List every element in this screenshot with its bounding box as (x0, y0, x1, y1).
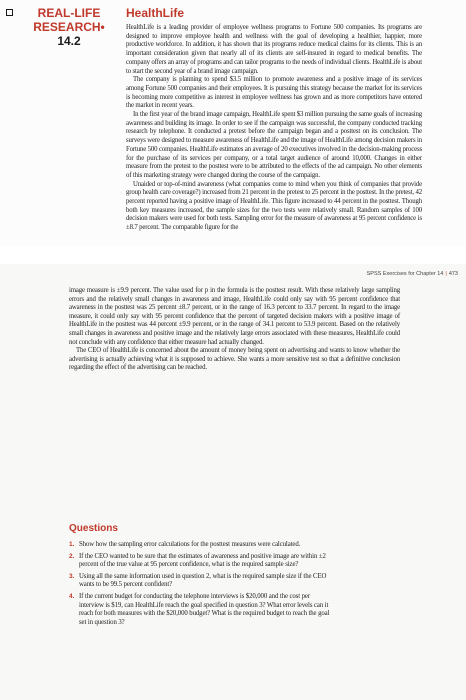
question-item (69, 573, 331, 590)
case-label-line1: REAL-LIFE (37, 6, 101, 20)
case-title: HealthLife (126, 6, 185, 20)
question-number: 2. (69, 552, 75, 560)
page-gap (0, 246, 466, 264)
question-text: Using all the same information used in question 2, what is the required sample size if the CEO wants to be 99.5 percent confident? (79, 572, 327, 589)
case-paragraph: Unaided or top-of-mind awareness (what companies come to mind when you think of companies that provide group health care coverage?) increased from 21 percent in the pretest to 25 percent in the posttest. In the pretest, 42 percent reported having a positive image of HealthLife. This figure increased to 44 percent in the posttest. Though both key measures increased, the sample sizes for the two tests were relatively small. Random samples of 100 decision makers were used for both tests. Sampling error for the measure of awareness at 95 percent confidence is ±8.7 percent. The comparable figure for the (126, 180, 422, 232)
running-head (0, 271, 458, 277)
case-paragraph: In the first year of the brand image campaign, HealthLife spent $3 million pursuing the same goals of increasing awareness and building its image. In order to see if the campaign was successful, the company conducted tracking research by telephone. It conducted a pretest before the campaign began and a posttest on its conclusion. The surveys were designed to measure awareness of HealthLife and the image of HealthLife among decision makers in Fortune 500 companies. HealthLife estimates an average of 20 executives involved in the decision-making process for the purchase of its services per company, or a total target audience of around 10,000. Changes in either measure from the pretest to the posttest were to be attributed to the effects of the ad campaign. No other elements of this marketing strategy were changed during the course of the campaign. (126, 111, 422, 179)
running-head-title: SPSS Exercises for Chapter 14 (366, 271, 444, 277)
continuation-paragraph: image measure is ±9.9 percent. The value used for p in the formula is the posttest result. With these relatively large sampling errors and the relatively small changes in awareness and image, HealthLife could only say with 95 percent confidence that awareness in the posttest was 25 percent ±8.7 percent, or in the range of 16.3 percent to 33.7 percent. In regard to the image measure, it could only say with 95 percent confidence that the percent of targeted decision makers with a positive image of HealthLife in the posttest was 44 percent ±9.9 percent, or in the range of 34.1 percent to 53.9 percent. Based on the relatively small changes in awareness and positive image and the relatively large errors associated with these measures, HealthLife could not conclude with any confidence that either measure had actually changed. (69, 287, 400, 346)
case-label-line2: RESEARCH• (33, 20, 105, 34)
question-number: 3. (69, 572, 75, 580)
page-number: 473 (448, 271, 458, 277)
case-number: 14.2 (57, 34, 81, 48)
continuation-body (69, 287, 400, 373)
case-paragraph: The company is planning to spend $3.5 million to promote awareness and a positive image of its services among Fortune 500 companies and their employees. It is pursuing this strategy because the market for its services is becoming more competitive as interest in employee wellness has grown and as more competitors have entered the market in recent years. (126, 76, 422, 110)
question-number: 4. (69, 592, 75, 600)
running-head-separator: | (445, 271, 447, 277)
questions-heading: Questions (69, 523, 118, 534)
question-text: If the CEO wanted to be sure that the estimates of awareness and positive image are within ±2 percent of the true value at 95 percent confidence, what is the required sample size? (79, 552, 326, 569)
question-item (69, 593, 331, 627)
question-item (69, 553, 331, 570)
case-paragraph: HealthLife is a leading provider of employee wellness programs to Fortune 500 companies. Its programs are designed to improve employee health and wellness with the goal of developing a healthier, happier, more productive workforce. In addition, it has shown that its programs reduce medical claims for its clients. This is an important consideration given that nearly all of its clients are self-insured in regard to medical benefits. The company offers an array of programs and can tailor programs to the needs of individual clients. HealthLife is about to start the second year of a brand image campaign. (126, 24, 422, 75)
case-label (14, 6, 124, 48)
question-text: If the current budget for conducting the telephone interviews is $20,000 and the cost per interview is $19, can HealthLife reach the goal specified in question 3? What error levels can it reach for both measures with the $20,000 budget? What is the required budget to reach the goal set in question 3? (79, 592, 330, 626)
question-number: 1. (69, 541, 75, 548)
question-text: Show how the sampling error calculations for the posttest measures were calculated. (79, 541, 301, 548)
case-body (126, 24, 422, 233)
case-checkbox-icon (6, 9, 13, 16)
questions-list (69, 541, 331, 630)
question-item (69, 541, 331, 550)
continuation-paragraph: The CEO of HealthLife is concerned about the amount of money being spent on advertising and wants to know whether the advertising is actually achieving what it is supposed to achieve. She wants a more sensitive test so that a definitive conclusion regarding the effect of the advertising can be reached. (69, 347, 400, 372)
